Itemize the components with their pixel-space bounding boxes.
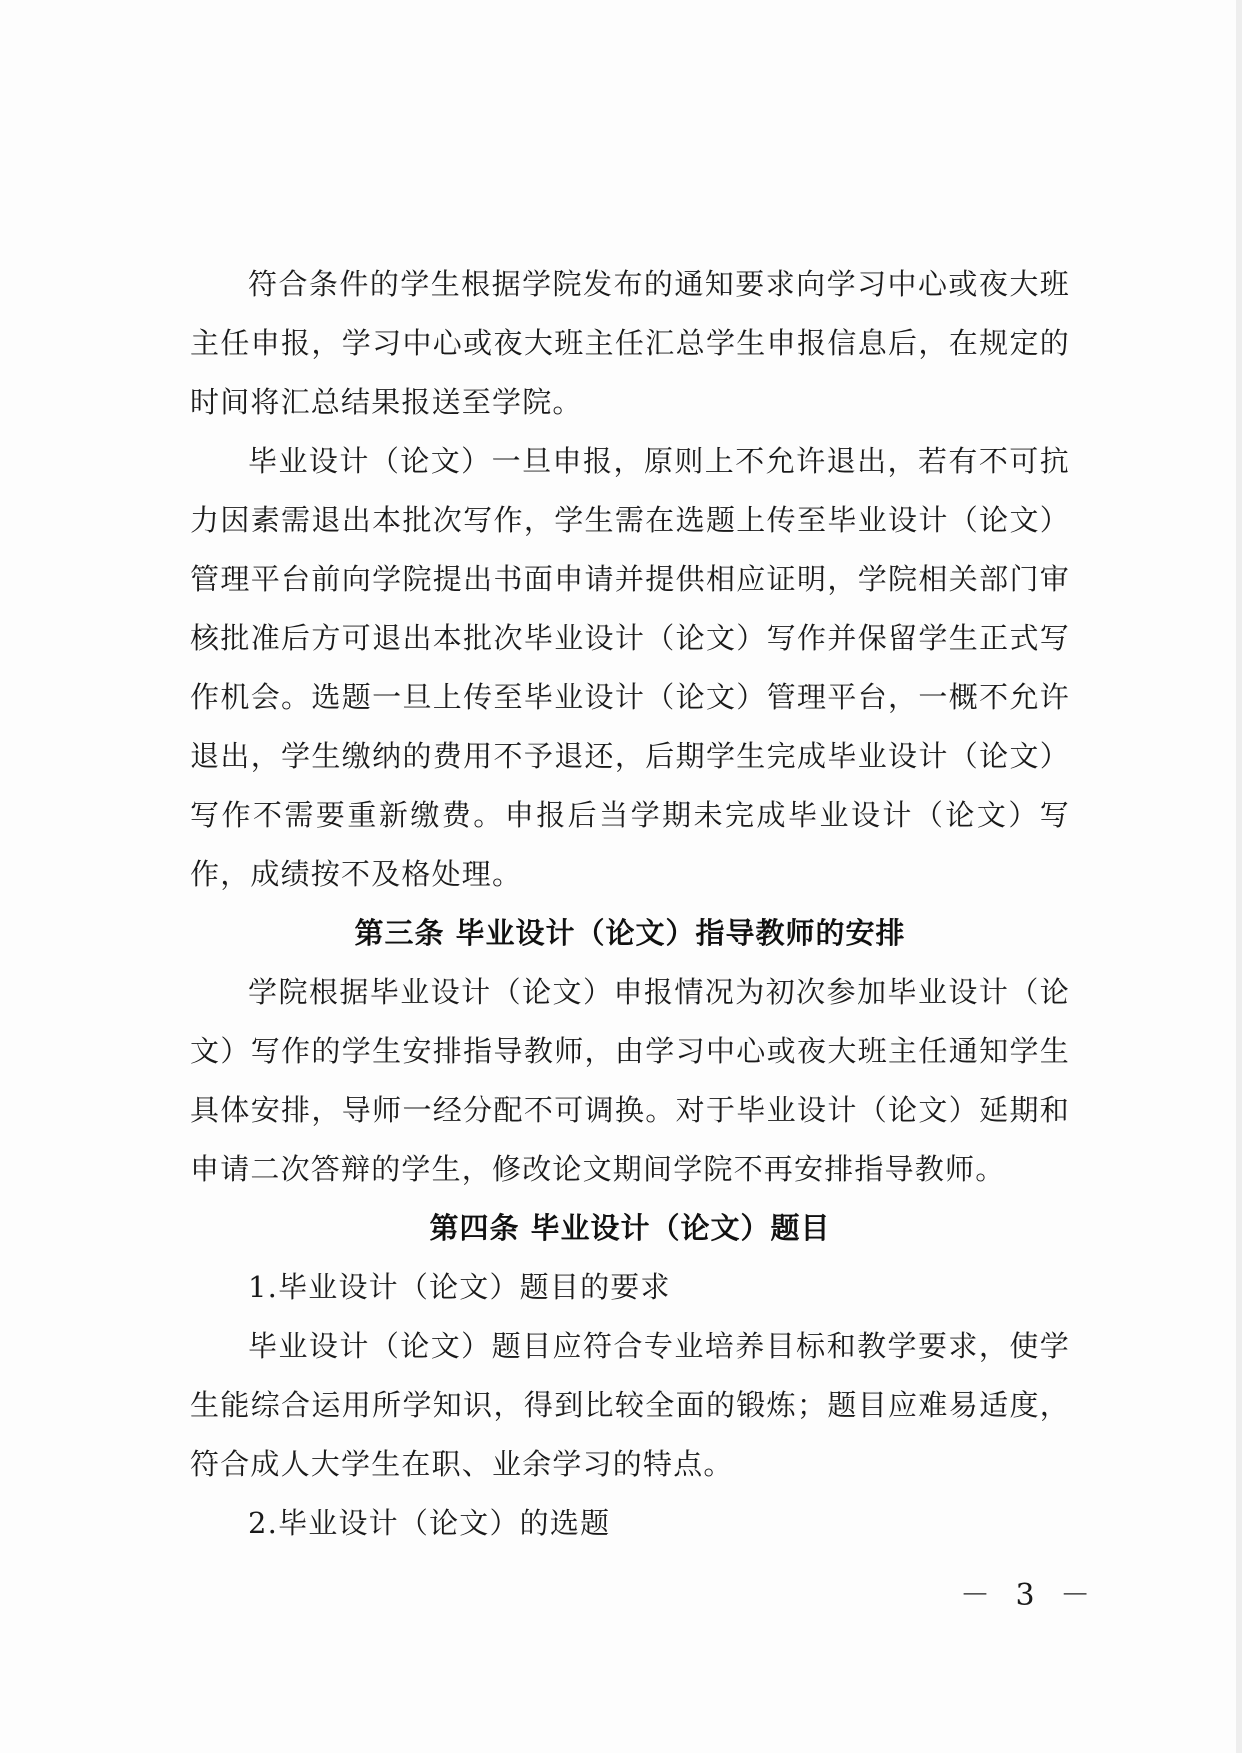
page-number: － 3 － — [960, 1578, 1099, 1613]
item-2-title: 2.毕业设计（论文）的选题 — [248, 1506, 611, 1540]
paragraph-withdrawal-policy: 毕业设计（论文）一旦申报，原则上不允许退出，若有不可抗力因素需退出本批次写作，学生需在选题上传至毕业设计（论文）管理平台前向学院提出书面申请并提供相应证明，学院相关部门审核批准后方可退出本批次毕业设计（论文）写作并保留学生正式写作机会。选题一旦上传至毕业设计（论文）管理平台，一概不允许退出，学生缴纳的费用不予退还，后期学生完成毕业设计（论文）写作不需要重新缴费。申报后当学期未完成毕业设计（论文）写作，成绩按不及格处理。 — [190, 444, 1070, 891]
document-body — [190, 255, 1070, 1553]
article-4-heading: 第四条 毕业设计（论文）题目 — [429, 1211, 831, 1245]
item-1-title: 1.毕业设计（论文）题目的要求 — [248, 1270, 671, 1304]
article-3-heading: 第三条 毕业设计（论文）指导教师的安排 — [354, 916, 906, 950]
scan-edge-shadow — [1236, 0, 1242, 1753]
paragraph-advisor-assignment: 学院根据毕业设计（论文）申报情况为初次参加毕业设计（论文）写作的学生安排指导教师，由学习中心或夜大班主任通知学生具体安排，导师一经分配不可调换。对于毕业设计（论文）延期和申请二次答辩的学生，修改论文期间学院不再安排指导教师。 — [190, 975, 1070, 1186]
paragraph-application-procedure: 符合条件的学生根据学院发布的通知要求向学习中心或夜大班主任申报，学习中心或夜大班主任汇总学生申报信息后，在规定的时间将汇总结果报送至学院。 — [190, 267, 1070, 419]
paragraph-topic-requirements: 毕业设计（论文）题目应符合专业培养目标和教学要求，使学生能综合运用所学知识，得到比较全面的锻炼；题目应难易适度，符合成人大学生在职、业余学习的特点。 — [190, 1329, 1070, 1481]
